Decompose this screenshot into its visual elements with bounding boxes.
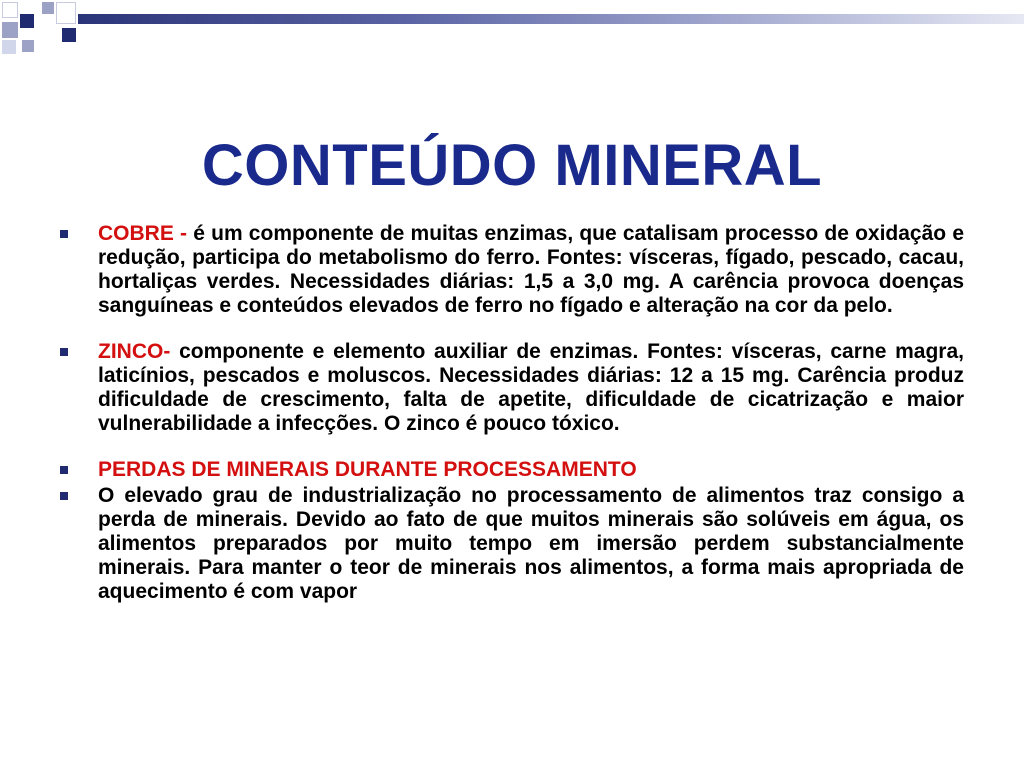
item-text: componente e elemento auxiliar de enzimas. Fontes: vísceras, carne magra, laticínios, pescados e moluscos. Necessidades diárias: 12 a 15 mg. Carência produz dificuldade de crescimento, falta de apetite, dificuldade de cicatrização e maior vulnerabilidade a infecções. O zinco é pouco tóxico. <box>98 340 964 435</box>
list-item <box>60 340 964 436</box>
list-item <box>60 222 964 318</box>
corner-square-4 <box>2 22 18 38</box>
item-text: é um componente de muitas enzimas, que catalisam processo de oxidação e redução, participa do metabolismo do ferro. Fontes: vísceras, fígado, pescado, cacau, hortaliças verdes. Necessidades diárias: 1,5 a 3,0 mg. A carência provoca doenças sanguíneas e conteúdos elevados de ferro no fígado e alteração na cor da pelo. <box>98 222 964 317</box>
corner-square-2 <box>42 2 54 14</box>
square-bullet-icon <box>60 466 68 474</box>
item-label: COBRE - <box>98 222 194 245</box>
corner-square-6 <box>62 28 76 42</box>
corner-square-7 <box>2 40 16 54</box>
header-gradient-bar <box>78 14 1024 24</box>
item-label: PERDAS DE MINERAIS DURANTE PROCESSAMENTO <box>98 458 637 481</box>
corner-square-5 <box>56 2 76 24</box>
item-text: O elevado grau de industrialização no processamento de alimentos traz consigo a perda de minerais. Devido ao fato de que muitos minerais são solúveis em água, os alimentos preparados por muito tempo em imersão perdem substancialmente minerais. Para manter o teor de minerais nos alimentos, a forma mais apropriada de aquecimento é com vapor <box>98 484 964 603</box>
slide-title: CONTEÚDO MINERAL <box>201 132 823 198</box>
square-bullet-icon <box>60 348 68 356</box>
bullet-list <box>60 222 964 604</box>
item-label: ZINCO- <box>98 340 171 363</box>
corner-square-1 <box>2 2 18 18</box>
list-item <box>60 484 964 604</box>
list-item <box>60 458 964 482</box>
corner-square-3 <box>20 14 34 28</box>
square-bullet-icon <box>60 230 68 238</box>
corner-square-8 <box>22 40 34 52</box>
square-bullet-icon <box>60 492 68 500</box>
